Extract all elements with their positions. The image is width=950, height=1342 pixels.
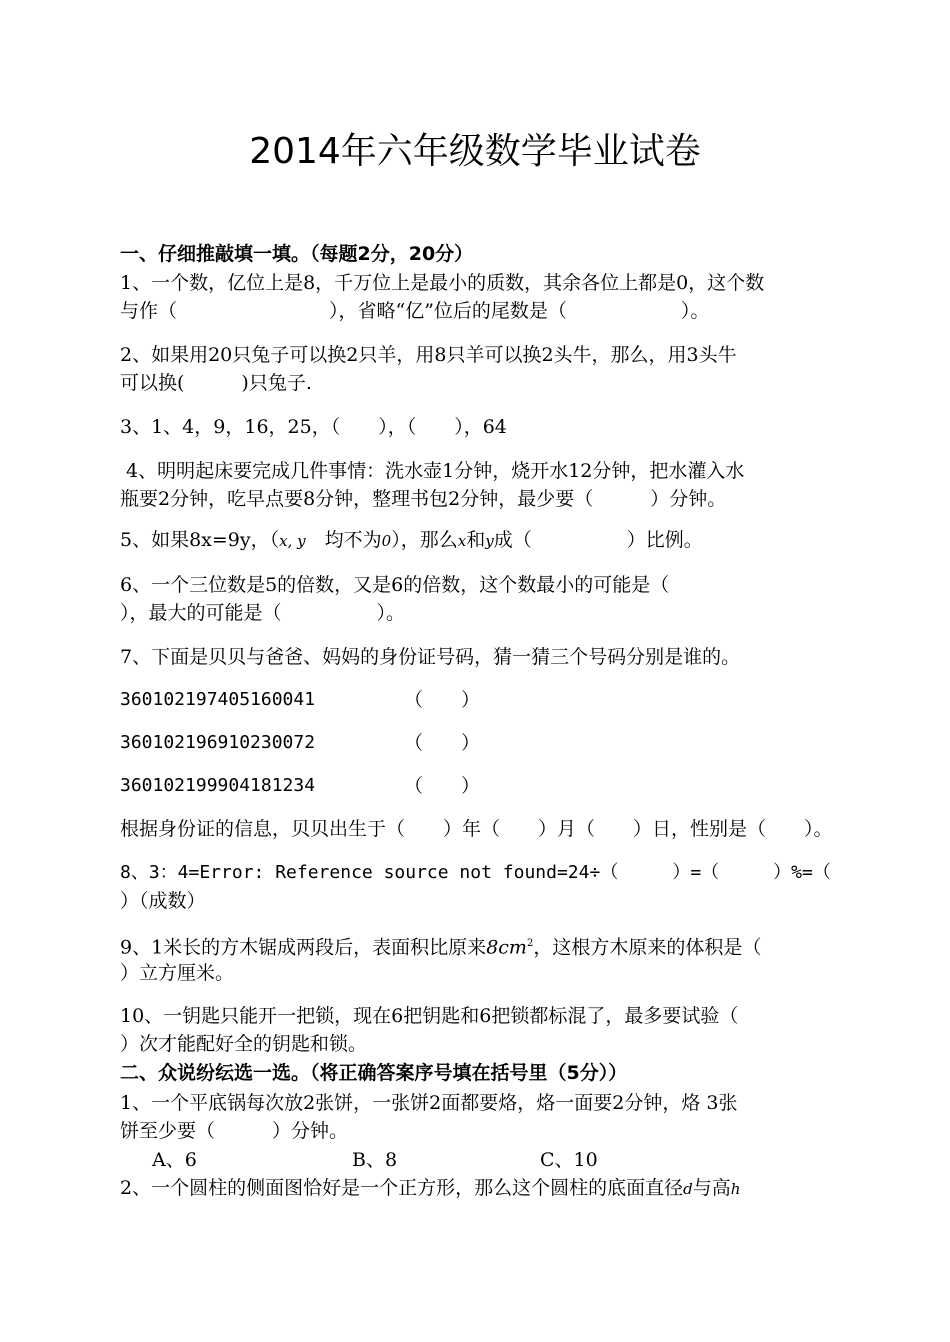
- q9-text-a: 9、1米长的方木锯成两段后，表面积比原来: [120, 936, 487, 959]
- q9-number: 8: [486, 936, 499, 959]
- page-title: 2014年六年级数学毕业试卷: [249, 131, 701, 172]
- q5-text-a: 5、如果8x=9y，（: [120, 529, 280, 551]
- q5-xy: x, y: [279, 532, 306, 550]
- id-blank-3: （ ）: [404, 775, 481, 797]
- q9-unit: cm: [498, 936, 527, 959]
- q2-line1: 2、如果用20只兔子可以换2只羊，用8只羊可以换2头牛，那么，用3头牛: [120, 344, 737, 366]
- q4-line2: 瓶要2分钟，吃早点要8分钟，整理书包2分钟，最少要（ ）分钟。: [120, 488, 727, 510]
- q6-line2: ），最大的可能是（ ）。: [120, 602, 406, 624]
- q5-text-e: 成（ ）比例。: [493, 529, 703, 551]
- q8-line2: ）（成数）: [120, 890, 206, 912]
- id-number-3: 360102199904181234: [120, 775, 316, 796]
- q10-line1: 10、一钥匙只能开一把锁，现在6把钥匙和6把锁都标混了，最多要试验（: [120, 1005, 739, 1027]
- s2-q2-line1: [120, 1175, 740, 1202]
- s2-q1-line2: 饼至少要（ ）分钟。: [120, 1120, 349, 1142]
- s2-q1-line1: 1、一个平底锅每次放2张饼，一张饼2面都要烙，烙一面要2分钟，烙 3张: [120, 1092, 738, 1114]
- id-blank-1: （ ）: [404, 689, 481, 711]
- q4-line1: 4、明明起床要完成几件事情：洗水壶1分钟，烧开水12分钟，把水灌入水: [120, 460, 745, 482]
- option-a: A、6: [152, 1149, 197, 1171]
- option-c: C、10: [540, 1149, 598, 1171]
- q7-followup: 根据身份证的信息，贝贝出生于（ ）年（ ）月（ ）日，性别是（ ）。: [120, 818, 833, 840]
- q9-text-b: ，这根方木原来的体积是（: [533, 936, 762, 959]
- q5-zero: 0: [381, 532, 392, 550]
- q9-exponent: 2: [526, 938, 534, 949]
- option-b: B、8: [352, 1149, 398, 1171]
- q5-text-b: 均不为: [324, 529, 382, 551]
- q7-intro: 7、下面是贝贝与爸爸、妈妈的身份证号码，猜一猜三个号码分别是谁的。: [120, 646, 741, 668]
- section1-heading: 一、仔细推敲填一填。（每题2分，20分）: [120, 243, 474, 265]
- id-number-2: 360102196910230072: [120, 732, 316, 753]
- q9-line1: [120, 931, 761, 960]
- s2-q2-h: h: [730, 1180, 741, 1198]
- q6-line1: 6、一个三位数是5的倍数，又是6的倍数，这个数最小的可能是（: [120, 574, 670, 596]
- section2-heading: 二、众说纷纭选一选。（将正确答案序号填在括号里（5分））: [120, 1062, 628, 1084]
- s2-q2-text-b: 与高: [692, 1177, 731, 1199]
- q8-line1: 8、3：4=Error: Reference source not found=24÷（ ）=（ ）%=（: [120, 862, 831, 883]
- q1-line2: 与作（ ），省略“亿”位后的尾数是（ ）。: [120, 300, 710, 322]
- q3-line: 3、1、4，9，16，25，（ ），（ ），64: [120, 416, 507, 438]
- q5-text-d: 和: [466, 529, 486, 551]
- q5-text-c: ），那么: [391, 529, 458, 551]
- q1-line1: 1、一个数，亿位上是8，千万位上是最小的质数，其余各位上都是0，这个数: [120, 272, 765, 294]
- s2-q2-d: d: [683, 1180, 693, 1198]
- q2-line2: 可以换( )只兔子.: [120, 372, 312, 394]
- id-number-1: 360102197405160041: [120, 689, 316, 710]
- s2-q2-text-a: 2、一个圆柱的侧面图恰好是一个正方形，那么这个圆柱的底面直径: [120, 1177, 684, 1199]
- q5-y: y: [485, 532, 494, 550]
- id-blank-2: （ ）: [404, 732, 481, 754]
- q5-line: [120, 527, 703, 554]
- q10-line2: ）次才能配好全的钥匙和锁。: [120, 1033, 368, 1055]
- q9-line2: ）立方厘米。: [120, 962, 235, 984]
- q5-x: x: [457, 532, 467, 550]
